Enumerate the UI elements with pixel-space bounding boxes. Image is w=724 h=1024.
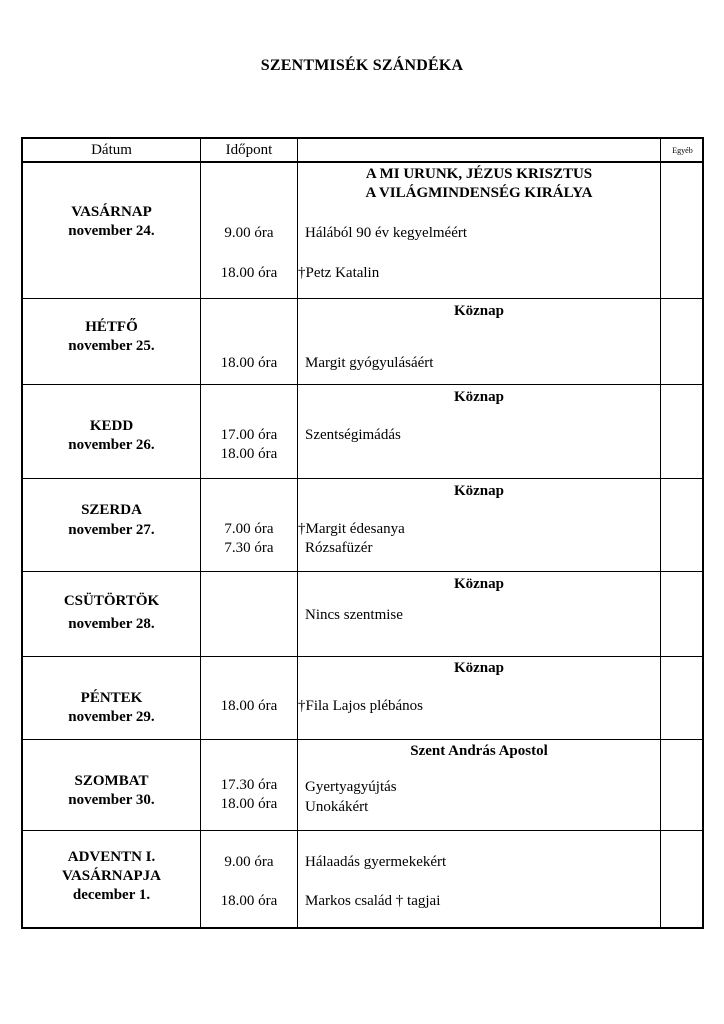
page-title: SZENTMISÉK SZÁNDÉKA: [260, 57, 464, 74]
mass-intention: †Margit édesanya: [298, 521, 405, 537]
feast-heading: Köznap: [453, 576, 504, 592]
day-name: PÉNTEK: [80, 690, 143, 706]
mass-intention: †Petz Katalin: [298, 265, 380, 281]
day-date: november 27.: [68, 522, 155, 538]
row-divider: [23, 739, 702, 740]
day-date: november 28.: [68, 616, 155, 632]
mass-time: 18.00 óra: [220, 796, 278, 812]
row-divider: [23, 656, 702, 657]
day-date: november 30.: [68, 792, 155, 808]
feast-heading: A MI URUNK, JÉZUS KRISZTUS: [365, 166, 593, 182]
mass-time: 18.00 óra: [220, 698, 278, 714]
mass-time: 18.00 óra: [220, 265, 278, 281]
header-divider: [23, 161, 702, 163]
mass-intention: Markos család † tagjai: [305, 893, 441, 909]
mass-time: 17.00 óra: [220, 427, 278, 443]
mass-intention: Gyertyagyújtás: [305, 779, 397, 795]
column-header-time: Időpont: [225, 142, 273, 158]
feast-heading: Köznap: [453, 483, 504, 499]
day-name: SZOMBAT: [74, 773, 149, 789]
mass-time: 9.00 óra: [224, 225, 274, 241]
day-name: KEDD: [89, 418, 134, 434]
mass-time: 18.00 óra: [220, 893, 278, 909]
mass-intention: Unokákért: [305, 799, 369, 815]
row-divider: [23, 830, 702, 831]
mass-time: 9.00 óra: [224, 854, 274, 870]
day-name: ADVENTN I.: [67, 849, 156, 865]
feast-heading: Szent András Apostol: [410, 743, 548, 759]
mass-intention: Szentségimádás: [305, 427, 401, 443]
mass-time: 18.00 óra: [220, 446, 278, 462]
mass-intention: Margit gyógyulásáért: [305, 355, 434, 371]
mass-intention: Nincs szentmise: [305, 607, 403, 623]
day-date: november 26.: [68, 437, 155, 453]
feast-heading: Köznap: [453, 389, 504, 405]
day-date: november 25.: [68, 338, 155, 354]
row-divider: [23, 571, 702, 572]
mass-time: 17.30 óra: [220, 777, 278, 793]
row-divider: [23, 298, 702, 299]
day-name: SZERDA: [81, 502, 142, 518]
column-header-other: Egyéb: [672, 146, 693, 155]
day-name: CSÜTÖRTÖK: [63, 593, 160, 609]
mass-intention: Rózsafüzér: [305, 540, 373, 556]
day-name: VASÁRNAP: [71, 204, 152, 220]
feast-heading: Köznap: [453, 303, 504, 319]
mass-intention: Hálából 90 év kegyelméért: [305, 225, 468, 241]
day-date: december 1.: [72, 887, 151, 903]
day-name: HÉTFŐ: [85, 319, 138, 335]
day-date: november 24.: [68, 223, 155, 239]
mass-schedule-table: [21, 137, 704, 929]
row-divider: [23, 384, 702, 385]
mass-intention: Hálaadás gyermekekért: [305, 854, 447, 870]
mass-intention: †Fila Lajos plébános: [298, 698, 423, 714]
feast-heading: Köznap: [453, 660, 504, 676]
column-divider: [660, 139, 661, 927]
column-header-date: Dátum: [91, 142, 132, 158]
mass-time: 7.00 óra: [224, 521, 274, 537]
feast-heading: A VILÁGMINDENSÉG KIRÁLYA: [365, 185, 593, 201]
day-date: november 29.: [68, 709, 155, 725]
mass-time: 7.30 óra: [224, 540, 274, 556]
mass-time: 18.00 óra: [220, 355, 278, 371]
day-name-line2: VASÁRNAPJA: [62, 868, 161, 884]
row-divider: [23, 478, 702, 479]
